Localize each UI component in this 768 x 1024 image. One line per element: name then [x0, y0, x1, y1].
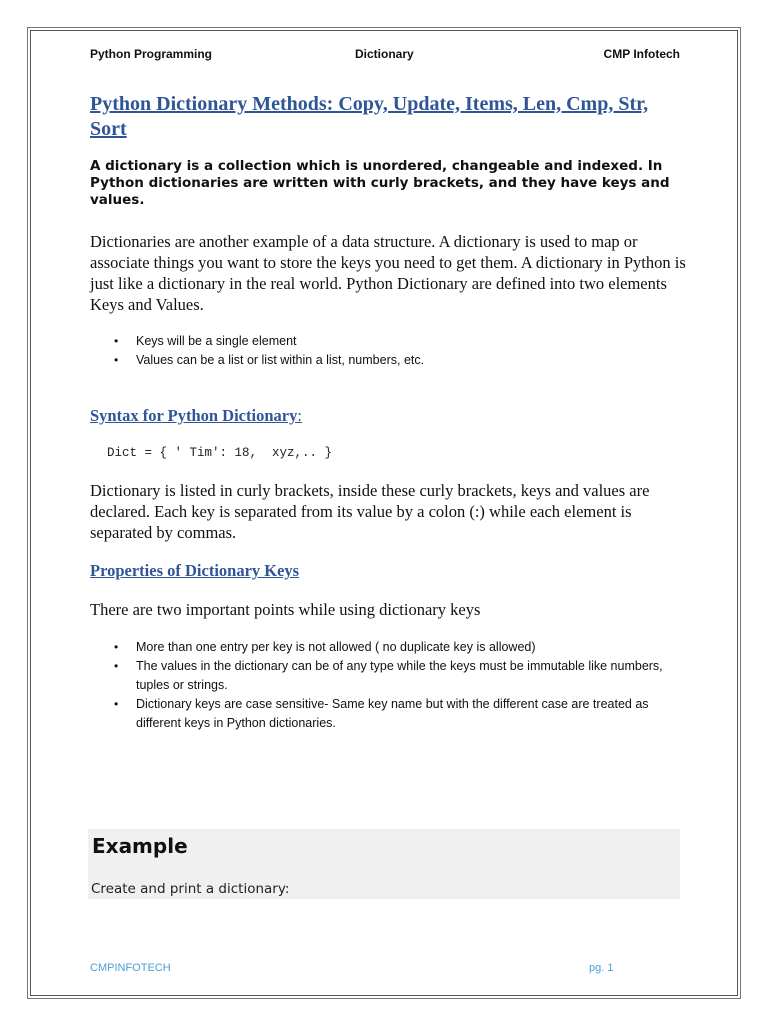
syntax-heading-text[interactable]: Syntax for Python Dictionary [90, 406, 298, 425]
bullet-icon: • [114, 697, 119, 711]
list-item-text: Values can be a list or list within a list, numbers, etc. [136, 353, 425, 367]
list-item [90, 332, 680, 351]
list-item-text: The values in the dictionary can be of any type while the keys must be immutable like numbers, tuples or strings. [136, 659, 663, 692]
list-item-text: Dictionary keys are case sensitive- Same key name but with the different case are treated as different keys in Python dictionaries. [136, 697, 649, 730]
syntax-heading-colon: : [297, 406, 302, 425]
intro-text: A dictionary is a collection which is unordered, changeable and indexed. In Python dictionaries are written with curly brackets, and they have keys and values. [90, 158, 670, 208]
properties-heading[interactable]: Properties of Dictionary Keys [90, 561, 300, 580]
bullet-icon: • [114, 659, 119, 673]
paragraph-properties: There are two important points while using dictionary keys [90, 600, 481, 619]
header-center: Dictionary [355, 47, 414, 61]
paragraph-intro: Dictionaries are another example of a data structure. A dictionary is used to map or associate things you want to store the keys you need to get them. A dictionary in Python is just like a dictionary in the real world. Python Dictionary are defined into two elements Keys and Values. [90, 232, 686, 314]
example-box [88, 829, 680, 899]
page-number: pg. 1 [589, 962, 614, 974]
code-sample: Dict = { ' Tim': 18, xyz,.. } [107, 446, 333, 460]
bullet-list-1 [90, 332, 680, 370]
list-item [90, 351, 680, 370]
list-item [90, 638, 680, 657]
footer-brand: CMPINFOTECH [90, 962, 171, 974]
bullet-icon: • [114, 334, 119, 348]
bullet-icon: • [114, 353, 119, 367]
example-title: Example [92, 834, 188, 858]
bullet-icon: • [114, 640, 119, 654]
list-item [90, 657, 680, 695]
syntax-heading[interactable] [90, 406, 302, 426]
list-item [90, 695, 680, 733]
paragraph-syntax: Dictionary is listed in curly brackets, inside these curly brackets, keys and values are declared. Each key is separated from its value by a colon (:) while each element is separated by commas. [90, 481, 650, 542]
bullet-list-2 [90, 638, 680, 733]
example-subtitle: Create and print a dictionary: [91, 881, 290, 897]
header-left: Python Programming [90, 47, 213, 61]
page-title: Python Dictionary Methods: Copy, Update, Items, Len, Cmp, Str, Sort [90, 93, 649, 140]
list-item-text: More than one entry per key is not allowed ( no duplicate key is allowed) [136, 640, 536, 654]
list-item-text: Keys will be a single element [136, 334, 297, 348]
header-right: CMP Infotech [603, 47, 680, 61]
page-header [90, 47, 680, 65]
